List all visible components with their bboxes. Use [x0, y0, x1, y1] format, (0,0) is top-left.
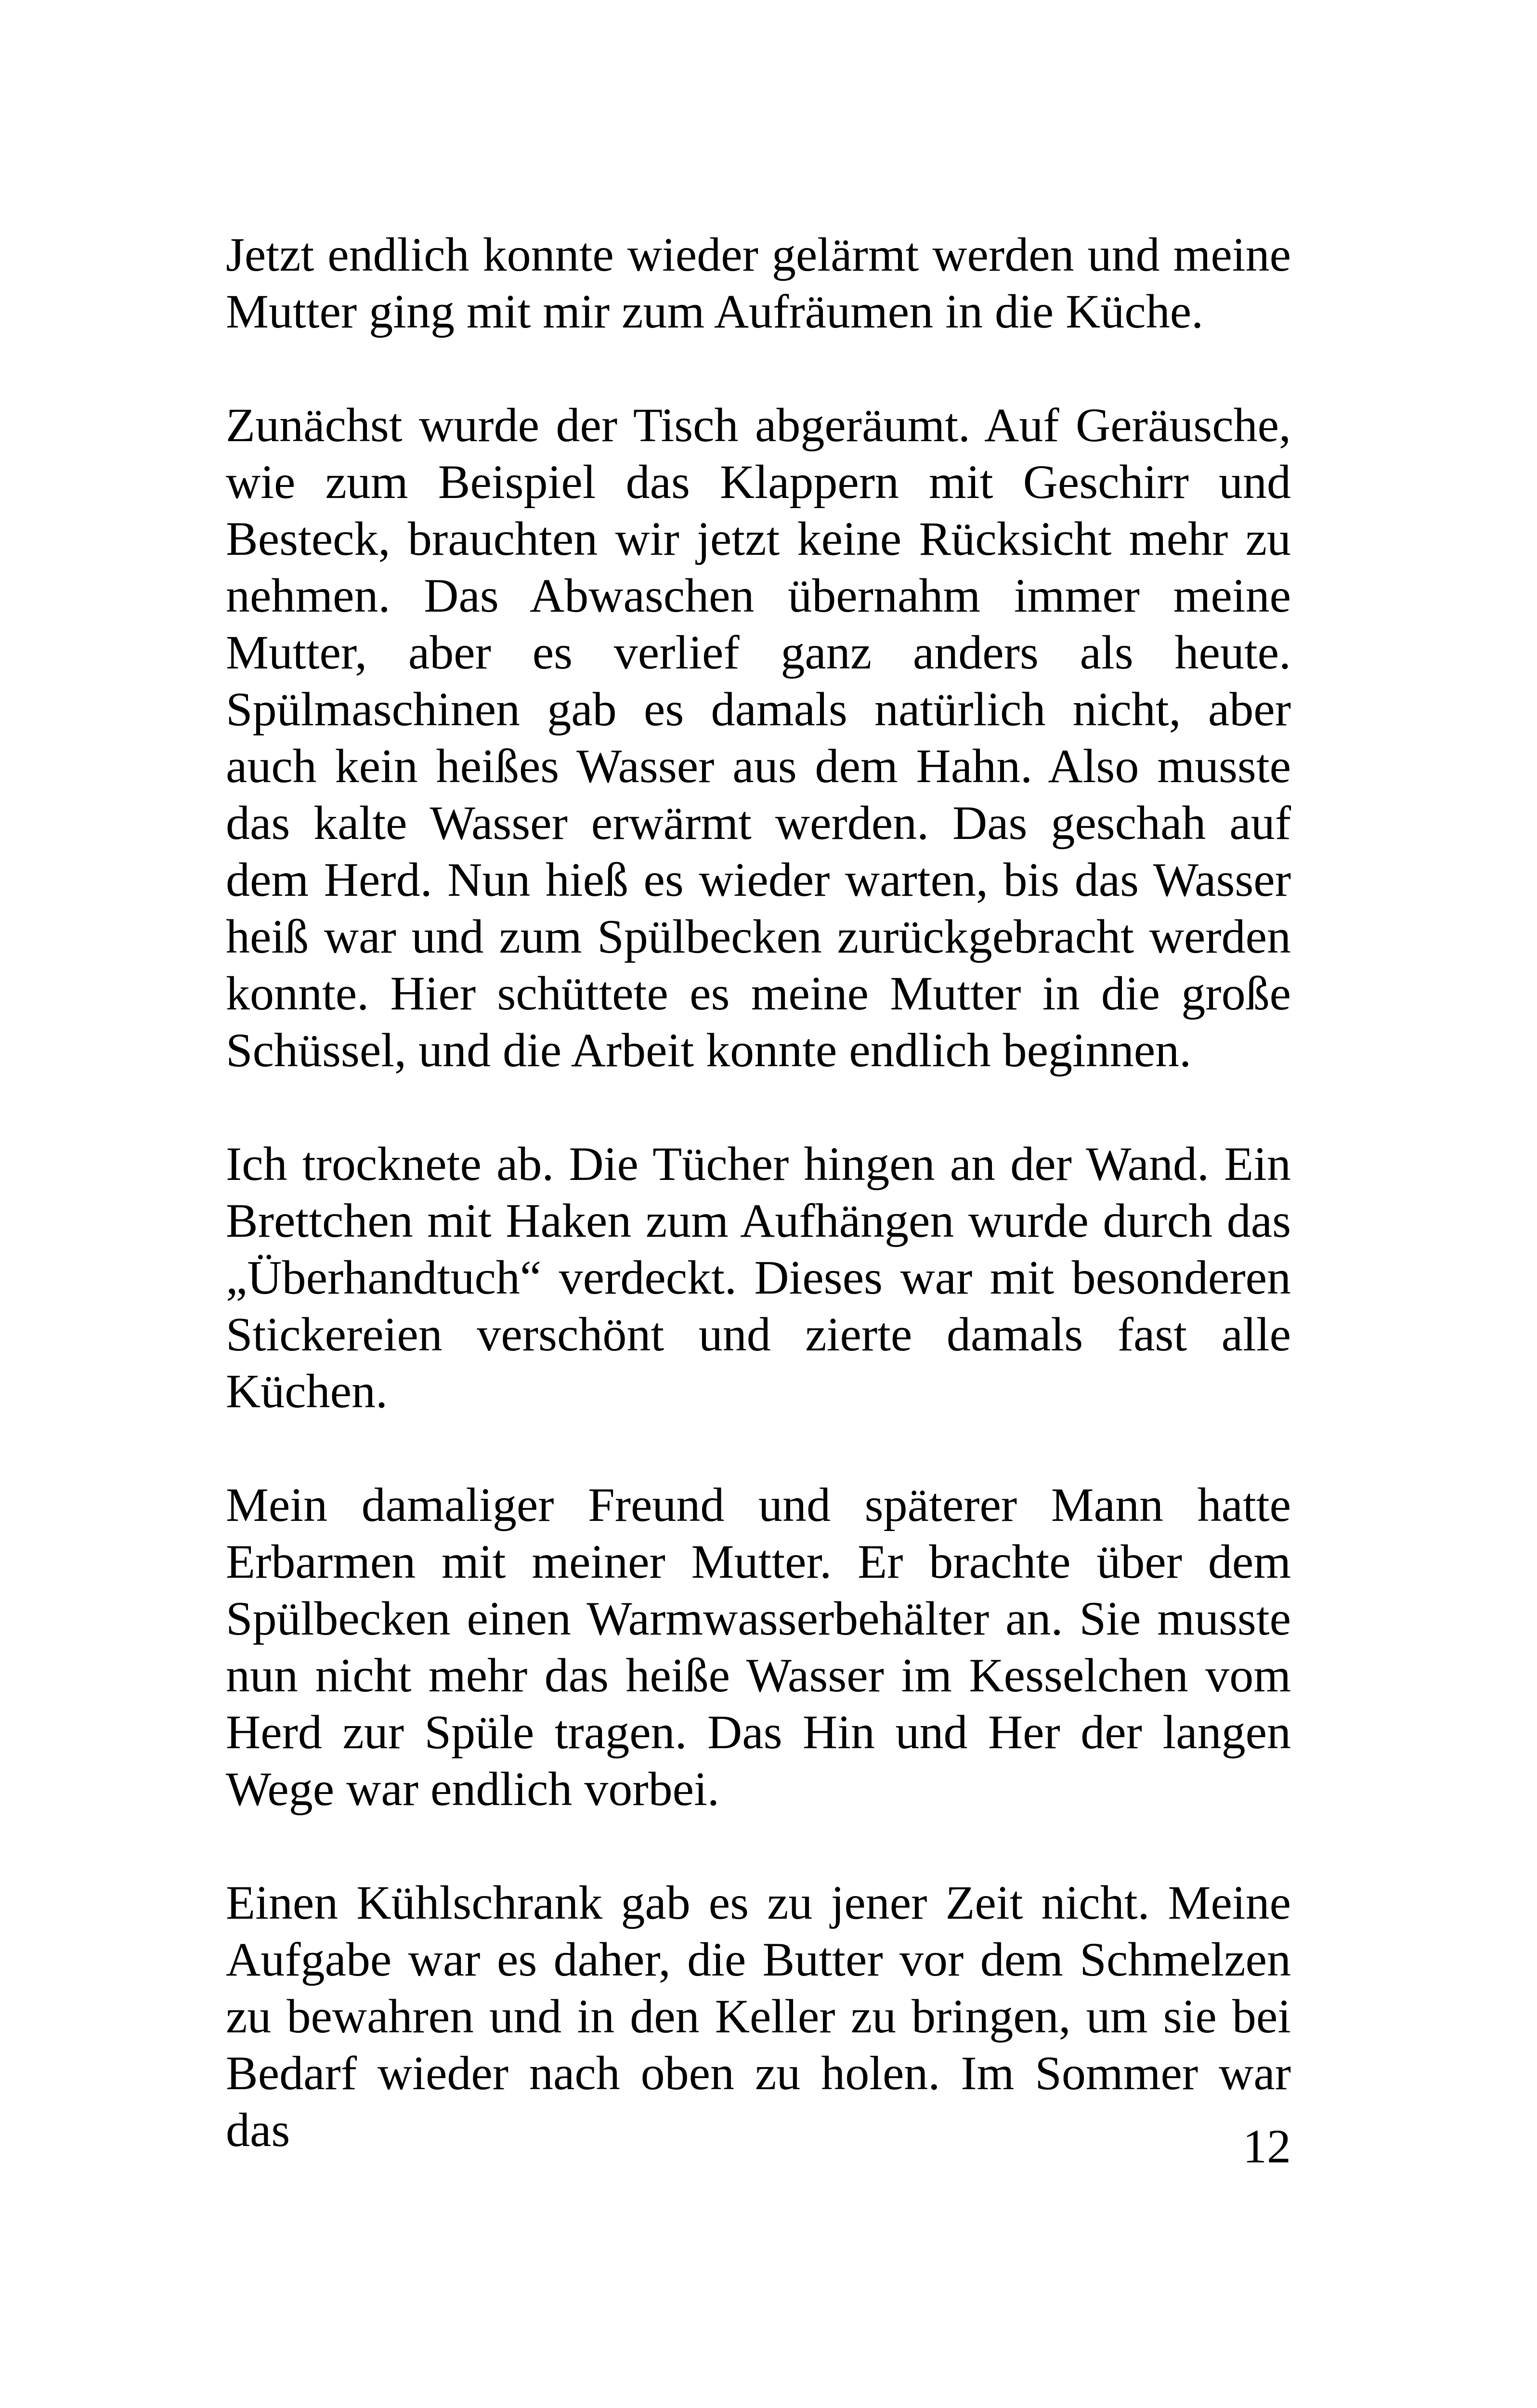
paragraph-4: Mein damaliger Freund und späterer Mann hatte Erbarmen mit meiner Mutter. Er brachte über dem Spülbecken einen Warmwasserbehälter an. Sie musste nun nicht mehr das heiße Wasser im Kesselchen vom Herd zur Spüle tragen. Das Hin und Her der langen Wege war endlich vorbei.: [226, 1478, 1291, 1816]
paragraph-1: Jetzt endlich konnte wieder gelärmt werden und meine Mutter ging mit mir zum Aufräumen in die Küche.: [226, 228, 1291, 338]
page-number: 12: [1243, 2120, 1291, 2173]
paragraph-5: Einen Kühlschrank gab es zu jener Zeit nicht. Meine Aufgabe war es daher, die Butter vor dem Schmelzen zu bewahren und in den Keller zu bringen, um sie bei Bedarf wieder nach oben zu holen. Im Sommer war das: [226, 1876, 1291, 2157]
paragraph-2: Zunächst wurde der Tisch abgeräumt. Auf Geräusche, wie zum Beispiel das Klappern mit Geschirr und Besteck, brauchten wir jetzt keine Rücksicht mehr zu nehmen. Das Abwaschen übernahm immer meine Mutter, aber es verlief ganz anders als heute. Spülmaschinen gab es damals natürlich nicht, aber auch kein heißes Wasser aus dem Hahn. Also musste das kalte Wasser erwärmt werden. Das geschah auf dem Herd. Nun hieß es wieder warten, bis das Wasser heiß war und zum Spülbecken zurückgebracht werden konnte. Hier schüttete es meine Mutter in die große Schüssel, und die Arbeit konnte endlich beginnen.: [226, 398, 1291, 1077]
body-text: [226, 226, 1291, 2159]
paragraph-3: Ich trocknete ab. Die Tücher hingen an der Wand. Ein Brettchen mit Haken zum Aufhängen wurde durch das „Überhandtuch“ verdeckt. Dieses war mit besonderen Stickereien verschönt und zierte damals fast alle Küchen.: [226, 1137, 1291, 1418]
